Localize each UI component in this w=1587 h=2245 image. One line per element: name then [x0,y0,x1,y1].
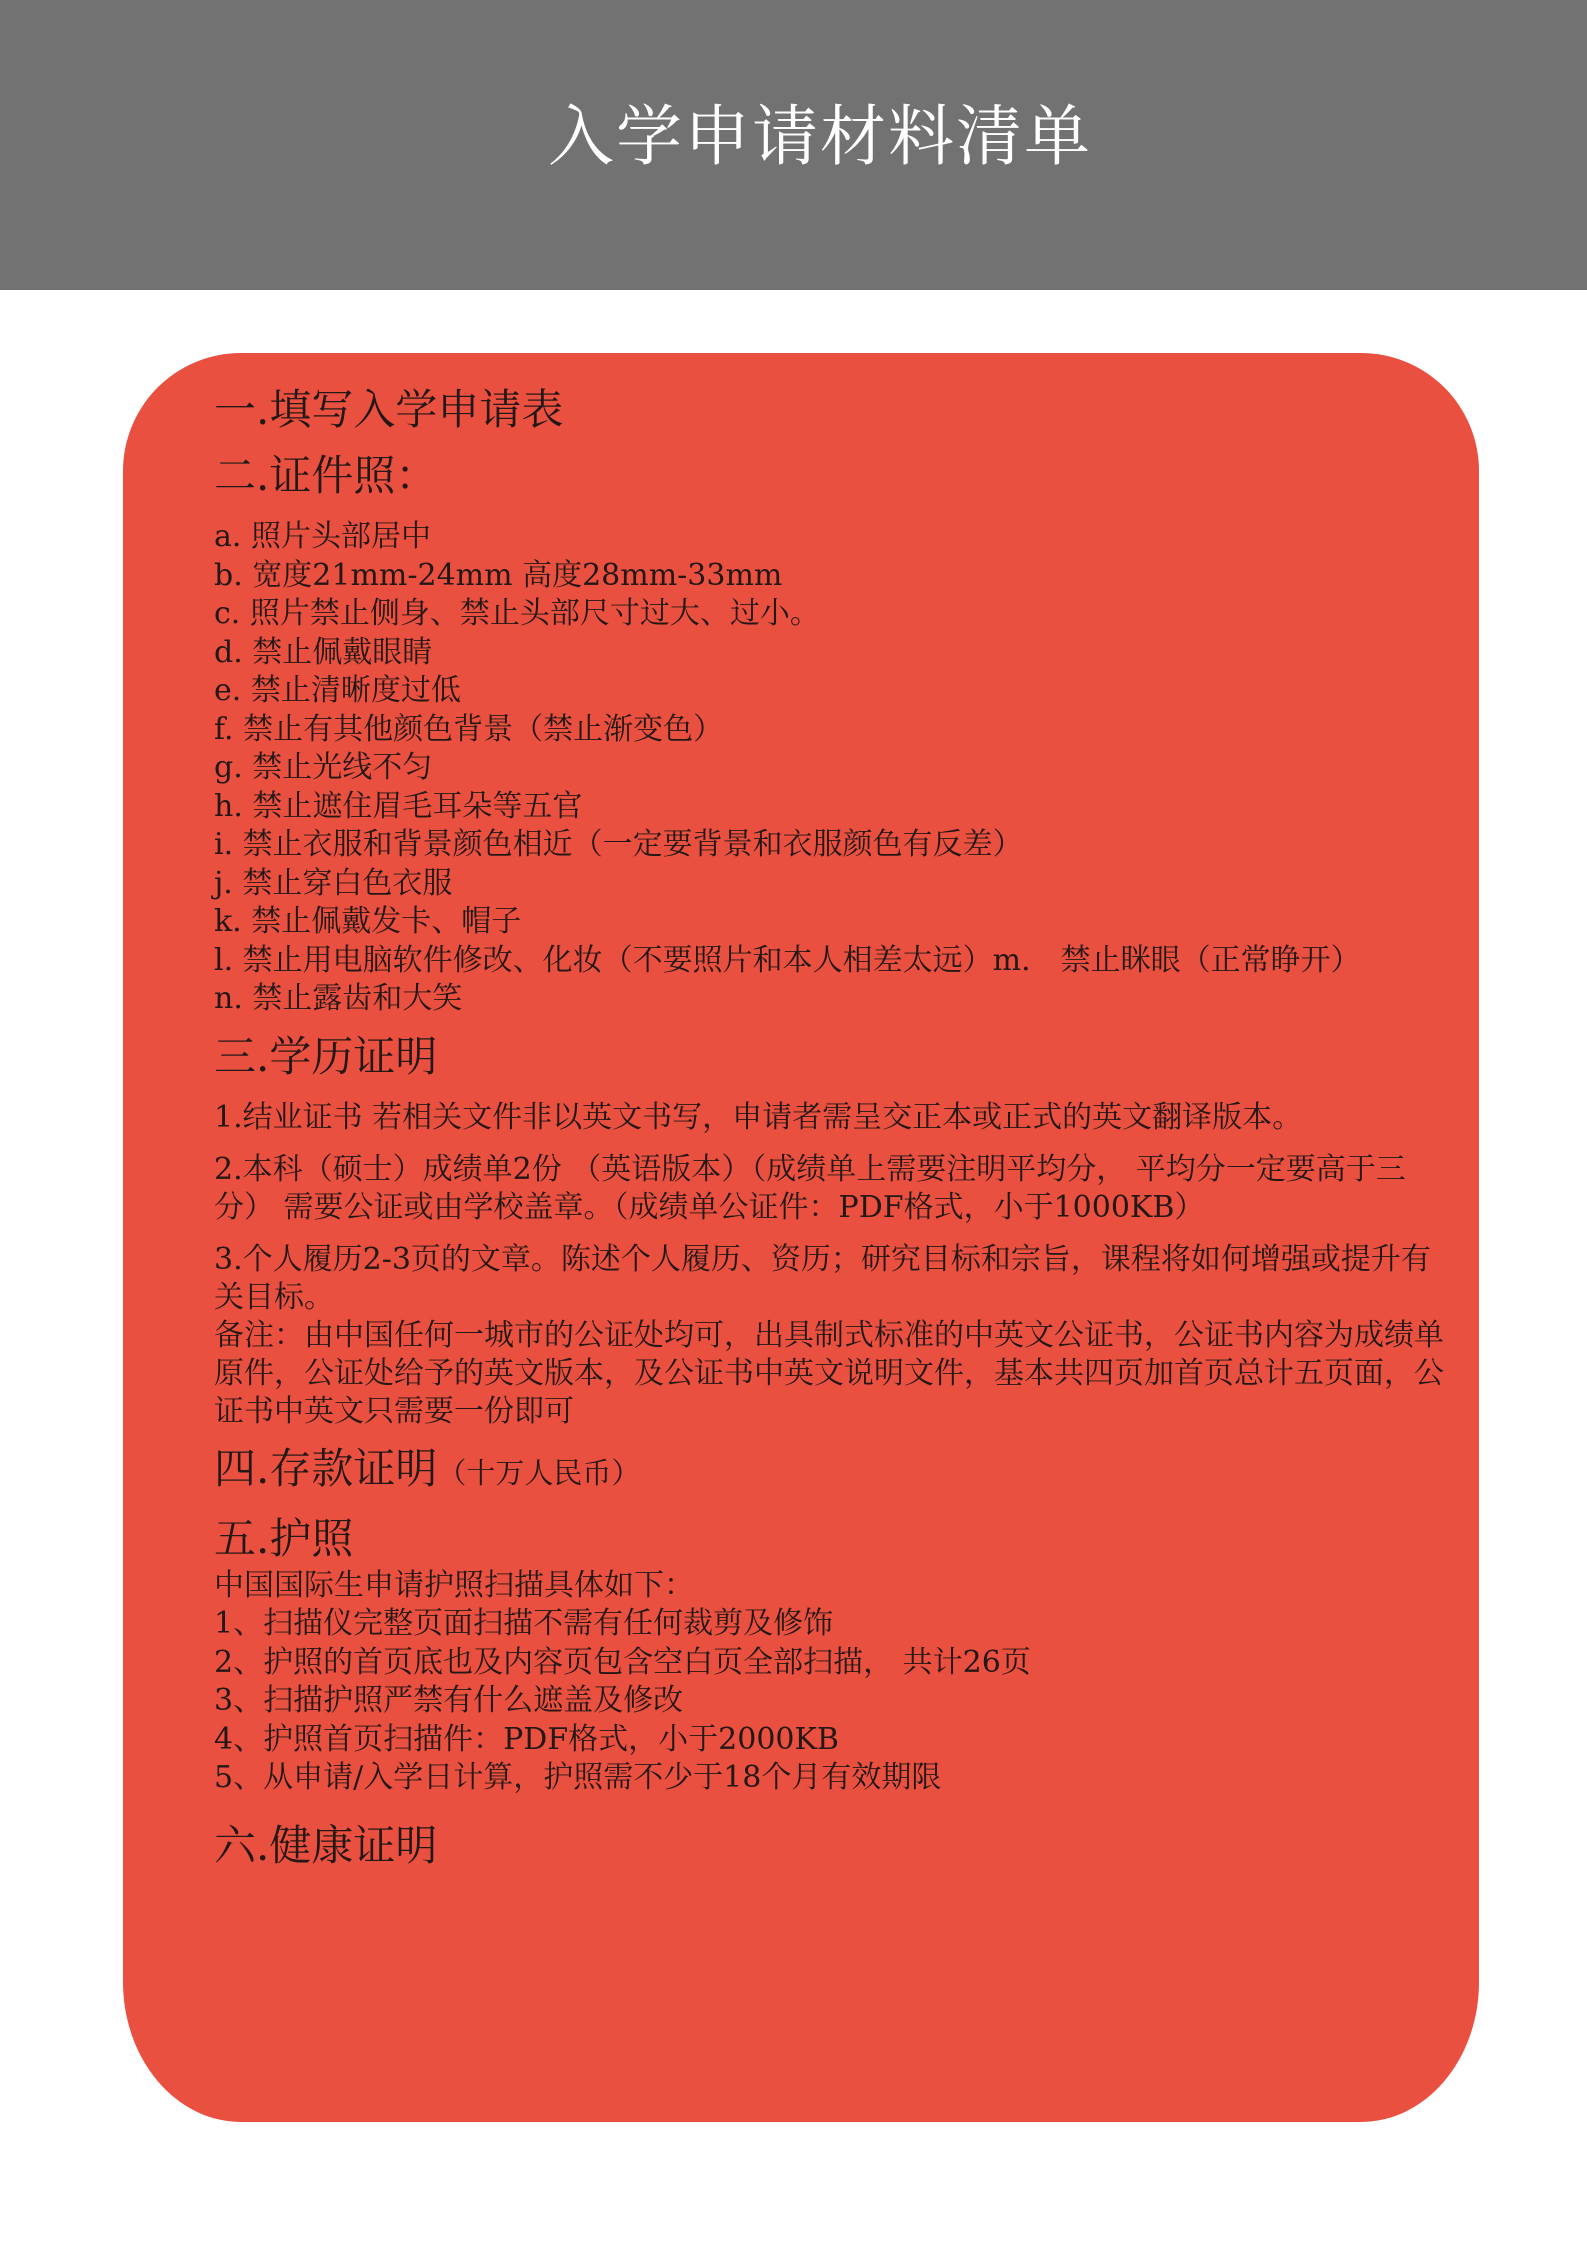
list-item: g. 禁止光线不匀 [214,750,433,785]
list-item: 2、护照的首页底也及内容页包含空白页全部扫描， 共计26页 [214,1644,1031,1680]
list-item: 4、护照首页扫描件：PDF格式，小于2000KB [214,1721,839,1757]
list-item: n. 禁止露齿和大笑 [214,981,463,1016]
checklist-content [214,382,1444,1874]
section-heading-health: 六.健康证明 [214,1820,438,1870]
section-heading-application-form: 一.填写入学申请表 [214,385,564,434]
section-heading-education: 三.学历证明 [214,1031,438,1081]
education-item-transcript: 2.本科（硕士）成绩单2份 （英语版本）（成绩单上需要注明平均分， 平均分一定要高于三分） 需要公证或由学校盖章。（成绩单公证件：PDF格式，小于1000KB） [214,1151,1406,1225]
list-item: 1、扫描仪完整页面扫描不需有任何裁剪及修饰 [214,1606,834,1641]
list-item: d. 禁止佩戴眼睛 [214,634,433,670]
list-item: c. 照片禁止侧身、禁止头部尺寸过大、过小。 [214,596,820,631]
list-item: e. 禁止清晰度过低 [214,673,461,708]
passport-intro: 中国国际生申请护照扫描具体如下： [214,1567,694,1603]
section-heading-deposit [214,1441,1444,1501]
header-banner [0,0,1587,290]
passport-requirements-list [214,1605,1444,1798]
list-item: b. 宽度21mm-24mm 高度28mm-33mm [214,557,783,593]
list-item: f. 禁止有其他颜色背景（禁止渐变色） [214,711,724,747]
list-item: l. 禁止用电脑软件修改、化妆（不要照片和本人相差太远）m. 禁止眯眼（正常睁开） [214,942,1361,978]
photo-requirements-list [214,518,1444,1019]
list-item: k. 禁止佩戴发卡、帽子 [214,904,522,939]
deposit-amount-note: （十万人民币） [437,1455,641,1490]
section-heading-id-photo: 二.证件照： [214,451,438,500]
list-item: j. 禁止穿白色衣服 [214,865,453,901]
deposit-title: 四.存款证明 [214,1443,438,1493]
education-note: 备注：由中国任何一城市的公证处均可，出具制式标准的中英文公证书，公证书内容为成绩单原件，公证处给予的英文版本，及公证书中英文说明文件，基本共四页加首页总计五页面，公证书中英文只需要一份即可 [214,1317,1444,1429]
list-item: h. 禁止遮住眉毛耳朵等五官 [214,788,583,824]
education-item-resume: 3.个人履历2-3页的文章。陈述个人履历、资历；研究目标和宗旨，课程将如何增强或提升有关目标。 [214,1241,1431,1315]
education-item-certificate: 1.结业证书 若相关文件非以英文书写，申请者需呈交正本或正式的英文翻译版本。 [214,1099,1303,1135]
list-item: 3、扫描护照严禁有什么遮盖及修改 [214,1683,684,1718]
section-heading-passport: 五.护照 [214,1513,354,1563]
list-item: i. 禁止衣服和背景颜色相近（一定要背景和衣服颜色有反差） [214,827,1023,862]
list-item: 5、从申请/入学日计算，护照需不少于18个月有效期限 [214,1760,942,1795]
list-item: a. 照片头部居中 [214,519,431,554]
page-title: 入学申请材料清单 [548,98,1092,175]
